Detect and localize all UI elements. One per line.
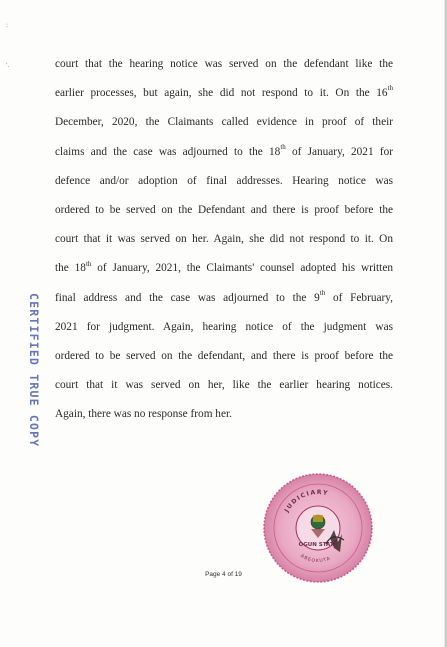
text-line: final address and the case was adjourned to the 9th of February, <box>55 288 393 304</box>
text-line: defence and/or adoption of final addresses. Hearing notice was <box>55 174 393 187</box>
text-line: ordered to be served on the Defendant and there is proof before the <box>55 204 393 217</box>
text-line: 2021 for judgment. Again, hearing notice of the judgment was <box>55 320 393 333</box>
scan-margin-marks: : '. <box>6 22 10 69</box>
text-line: ordered to be served on the defendant, and there is proof before the <box>55 350 393 363</box>
text-line: court that it was served on her. Again, she did not respond to it. On <box>55 233 393 246</box>
certified-true-copy-stamp: CERTIFIED TRUE COPY <box>27 293 41 448</box>
text-line: court that it was served on her, like the earlier hearing notices. <box>55 379 393 392</box>
seal-graphic <box>262 472 374 584</box>
svg-text:JUDICIARY: JUDICIARY <box>283 488 330 514</box>
judgment-paragraph <box>55 50 393 430</box>
page-number: Page 4 of 19 <box>205 571 242 578</box>
text-line: the 18th of January, 2021, the Claimants' counsel adopted his written <box>55 259 393 275</box>
text-line: claims and the case was adjourned to the 18th of January, 2021 for <box>55 142 393 158</box>
text-line: Again, there was no response from her. <box>55 408 232 421</box>
seal-state-text: OGUN STATE <box>298 542 338 548</box>
judiciary-seal <box>262 472 374 584</box>
text-line: earlier processes, but again, she did not respond to it. On the 16th <box>55 84 393 100</box>
text-line: December, 2020, the Claimants called evidence in proof of their <box>55 116 393 129</box>
text-line: court that the hearing notice was served on the defendant like the <box>55 58 393 70</box>
svg-text:ABEOKUTA: ABEOKUTA <box>299 553 332 565</box>
